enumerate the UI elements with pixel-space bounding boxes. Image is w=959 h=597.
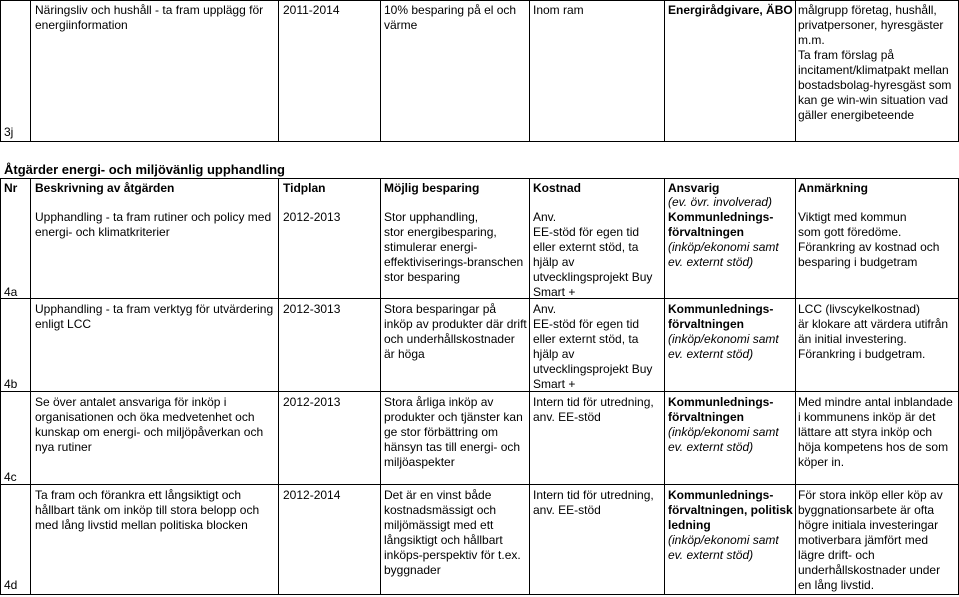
- row-responsible: Energirådgivare, ÄBO: [668, 3, 793, 17]
- row-timeline: 2012-2013: [283, 210, 341, 224]
- row-timeline: 2011-2014: [283, 3, 340, 17]
- row-responsible: Kommunlednings- förvaltningen: [668, 302, 774, 331]
- row-savings: 10% besparing på el och värme: [384, 3, 517, 32]
- table-top-border: [0, 178, 959, 179]
- row-remark: LCC (livscykelkostnad) är klokare att värdera utifrån än initial investering. Förankring i budgetram.: [798, 302, 949, 361]
- row-number: 3j: [4, 125, 14, 139]
- row-savings: Stor upphandling, stor energibesparing, stimulerar energi- effektiviserings-branschen stor besparing: [384, 210, 524, 284]
- row-responsible: Kommunlednings- förvaltningen, politisk ledning: [668, 488, 793, 532]
- divider: [278, 0, 279, 142]
- row-description: Näringsliv och hushåll - ta fram upplägg för energiinformation: [35, 3, 264, 32]
- divider: [664, 0, 665, 142]
- row-remark: målgrupp företag, hushåll, privatpersoner, hyresgäster m.m. Ta fram förslag på incitament/klimatpakt mellan bostadsbolag-hyresgäst som kan ge win-win situation vad gäller energibeteende: [798, 3, 952, 122]
- row-number: 4d: [4, 578, 18, 592]
- row-remark: Viktigt med kommun som gott föredöme. Förankring av kostnad och besparing i budgetram: [798, 210, 940, 269]
- row-divider: [0, 391, 959, 392]
- row-timeline: 2012-3013: [283, 302, 341, 316]
- header-description: Beskrivning av åtgärden: [35, 181, 175, 195]
- header-remark: Anmärkning: [798, 181, 869, 195]
- row-remark: Med mindre antal inblandade i kommunens inköp är det lättare att styra inköp och höja kompetens hos de som köper in.: [798, 395, 953, 469]
- row-timeline: 2012-2013: [283, 395, 341, 409]
- row-remark: För stora inköp eller köp av byggnationsarbete är ofta högre initiala investeringar motiverbara jämfört med lägre drift- och underhållskostnader under en lång livstid.: [798, 488, 943, 592]
- header-responsible-sub: (ev. övr. involverad): [668, 195, 773, 209]
- header-responsible: Ansvarig: [668, 181, 720, 195]
- row-timeline: 2012-2014: [283, 488, 341, 502]
- row-savings: Stora besparingar på inköp av produkter där drift och underhållskostnader är höga: [384, 302, 527, 361]
- row-cost: Intern tid för utredning, anv. EE-stöd: [533, 395, 654, 424]
- row-number: 4a: [4, 285, 18, 299]
- divider: [795, 0, 796, 142]
- header-cost: Kostnad: [533, 181, 581, 195]
- top-bottom-border: [0, 141, 959, 142]
- divider: [380, 0, 381, 142]
- divider: [795, 178, 796, 595]
- row-description: Upphandling - ta fram verktyg för utvärdering enligt LCC: [35, 302, 274, 331]
- row-savings: Det är en vinst både kostnadsmässigt och miljömässigt med ett långsiktigt och hållbart inköps-perspektiv för t.ex. byggnader: [384, 488, 521, 577]
- row-savings: Stora årliga inköp av produkter och tjänster kan ge stor förbättring om hänsyn tas till energi- och miljöaspekter: [384, 395, 523, 469]
- divider: [0, 178, 1, 595]
- row-cost: Anv. EE-stöd för egen tid eller externt stöd, ta hjälp av utvecklingsprojekt Buy Smart +: [533, 210, 653, 299]
- row-responsible-note: (inköp/ekonomi samt ev. externt stöd): [668, 425, 779, 454]
- row-responsible: Kommunlednings- förvaltningen: [668, 395, 774, 424]
- row-responsible-note: (inköp/ekonomi samt ev. externt stöd): [668, 332, 779, 361]
- header-savings: Möjlig besparing: [384, 181, 480, 195]
- header-nr: Nr: [4, 181, 18, 195]
- divider: [30, 178, 31, 595]
- row-responsible-note: (inköp/ekonomi samt ev. externt stöd): [668, 240, 779, 269]
- row-divider: [0, 298, 959, 299]
- divider: [664, 178, 665, 595]
- row-cost: Anv. EE-stöd för egen tid eller externt stöd, ta hjälp av utvecklingsprojekt Buy Smart +: [533, 302, 653, 391]
- section-title: Åtgärder energi- och miljövänlig upphandling: [4, 162, 285, 177]
- row-cost: Intern tid för utredning, anv. EE-stöd: [533, 488, 654, 517]
- header-timeline: Tidplan: [283, 181, 326, 195]
- row-cost: Inom ram: [533, 3, 584, 17]
- divider: [278, 178, 279, 595]
- row-description: Se över antalet ansvariga för inköp i organisationen och öka medvetenhet och kunskap om energi- och miljöpåverkan och nya rutiner: [35, 395, 264, 454]
- row-divider: [0, 484, 959, 485]
- row-number: 4b: [4, 377, 18, 391]
- table-bottom-border: [0, 594, 959, 595]
- row-description: Upphandling - ta fram rutiner och policy med energi- och klimatkriterier: [35, 210, 272, 239]
- divider: [0, 0, 1, 142]
- divider: [380, 178, 381, 595]
- row-number: 4c: [4, 470, 17, 484]
- top-border: [0, 0, 959, 1]
- row-responsible-note: (inköp/ekonomi samt ev. externt stöd): [668, 533, 779, 562]
- divider: [529, 0, 530, 142]
- row-description: Ta fram och förankra ett långsiktigt och hållbart tänk om inköp till stora belopp och med lång livstid mellan politiska blocken: [35, 488, 260, 532]
- divider: [30, 0, 31, 142]
- row-responsible: Kommunlednings- förvaltningen: [668, 210, 774, 239]
